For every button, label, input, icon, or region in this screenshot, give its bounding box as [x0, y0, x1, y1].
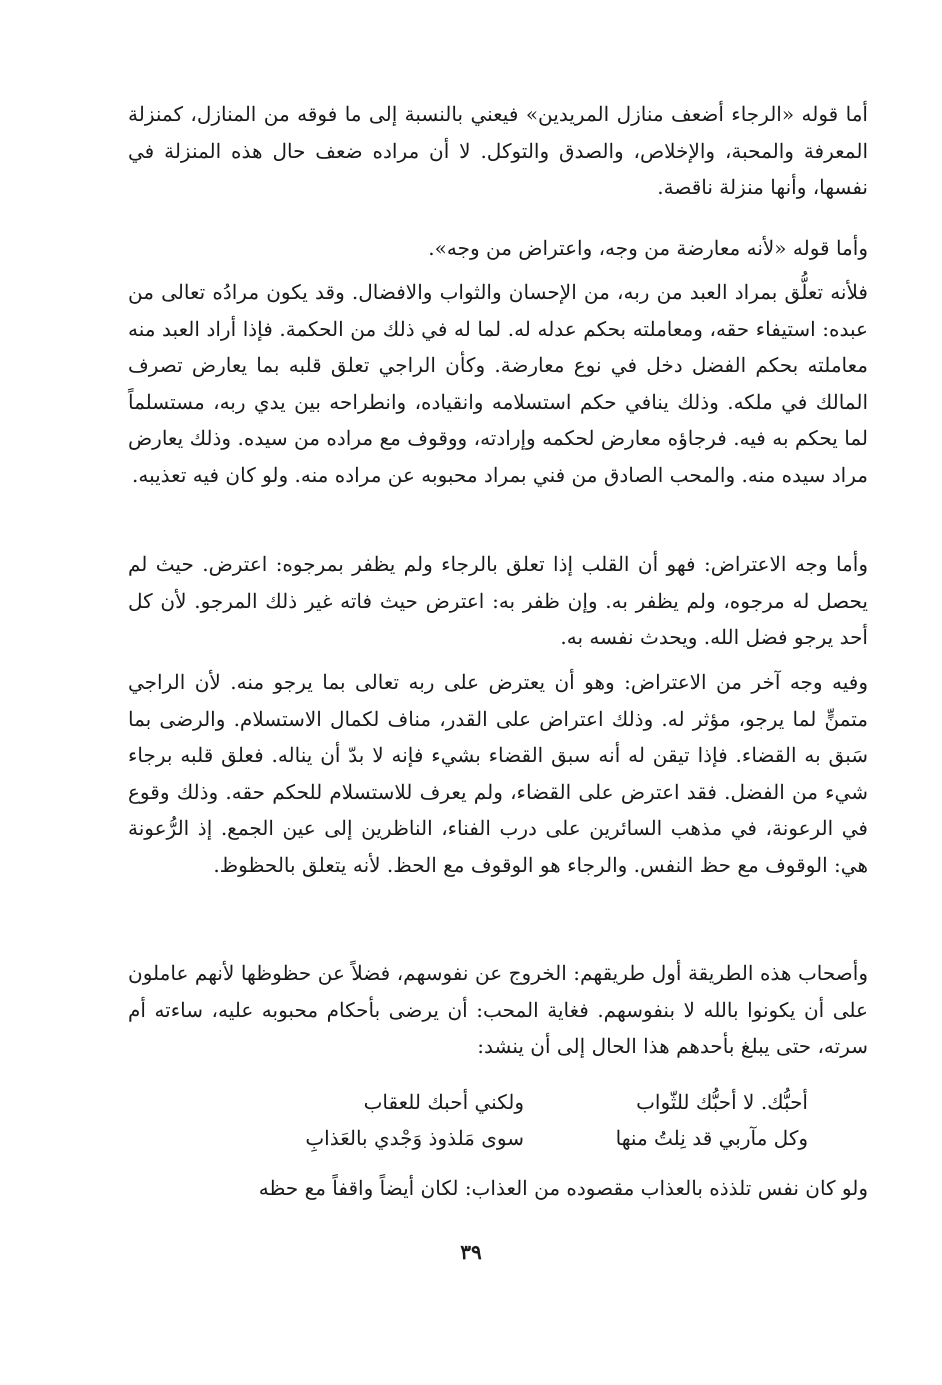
- paragraph-2: وأما قوله «لأنه معارضة من وجه، واعتراض من وجه».: [428, 236, 868, 260]
- paragraph-4: وأما وجه الاعتراض: فهو أن القلب إذا تعلق بالرجاء ولم يظفر بمرجوه: اعترض. حيث لم يحصل له مرجوه، ولم يظفر به. وإن ظفر به: اعترض حيث فاته غير ذلك المرجو. لأن كل أحد يرجو فضل الله. ويحدث نفسه به.: [128, 552, 868, 649]
- paragraph-6: وأصحاب هذه الطريقة أول طريقهم: الخروج عن نفوسهم، فضلاً عن حظوظها لأنهم عاملون على أن يكونوا بالله لا بنفوسهم. فغاية المحب: أن يرضى بأحكام محبوبه عليه، ساءته أم سرته، حتى يبلغ بأحدهم هذا الحال إلى أن ينشد:: [128, 961, 868, 1058]
- paragraph-7: ولو كان نفس تلذذه بالعذاب مقصوده من العذاب: لكان أيضاً واقفاً مع حظه: [258, 1176, 868, 1200]
- poem-line1-first-hemistich: أحبُّك. لا أحبُّك للثّواب: [636, 1090, 808, 1114]
- paragraph-5: وفيه وجه آخر من الاعتراض: وهو أن يعترض على ربه تعالى بما يرجو منه. لأن الراجي متمنٍّ لما يرجو، مؤثر له. وذلك اعتراض على القدر، مناف لكمال الاستسلام. والرضى بما سَبق به القضاء. فإذا تيقن له أنه سبق القضاء بشيء فإنه لا بدّ أن يناله. فعلق قلبه برجاء شيء من الفضل. فقد اعترض على القضاء، ولم يعرف للاستسلام للحكم حقه. وذلك وقوع في الرعونة، في مذهب السائرين على درب الفناء، الناظرين إلى عين الجمع. إذ الرُّعونة هي: الوقوف مع حظ النفس. والرجاء هو الوقوف مع الحظ. لأنه يتعلق بالحظوظ.: [128, 670, 869, 877]
- poem-line2-first-hemistich: وكل مآربي قد نِلتُ منها: [615, 1126, 808, 1150]
- page-number: ٣٩: [460, 1240, 482, 1264]
- poem-line1-second-hemistich: ولكني أحبك للعقاب: [363, 1090, 524, 1114]
- paragraph-1: أما قوله «الرجاء أضعف منازل المريدين» فيعني بالنسبة إلى ما فوقه من المنازل، كمنزلة المعرفة والمحبة، والإخلاص، والصدق والتوكل. لا أن مراده ضعف حال هذه المنزلة في نفسها، وأنها منزلة ناقصة.: [128, 102, 868, 199]
- paragraph-3: فلأنه تعلُّق بمراد العبد من ربه، من الإحسان والثواب والافضال. وقد يكون مرادُه تعالى من عبده: استيفاء حقه، ومعاملته بحكم عدله له. لما له في ذلك من الحكمة. فإذا أراد العبد منه معاملته بحكم الفضل دخل في نوع معارضة. وكأن الراجي تعلق قلبه بما يعارض تصرف المالك في ملكه. وذلك ينافي حكم استسلامه وانقياده، وانطراحه بين يدي ربه، مستسلماً لما يحكم به فيه. فرجاؤه معارض لحكمه وإرادته، ووقوف مع مراده من سيده. وذلك يعارض مراد سيده منه. والمحب الصادق من فني بمراد محبوبه عن مراده منه. ولو كان فيه تعذيبه.: [128, 280, 868, 487]
- poem-line2-second-hemistich: سوى مَلذوذ وَجْدي بالعَذابِ: [305, 1126, 524, 1150]
